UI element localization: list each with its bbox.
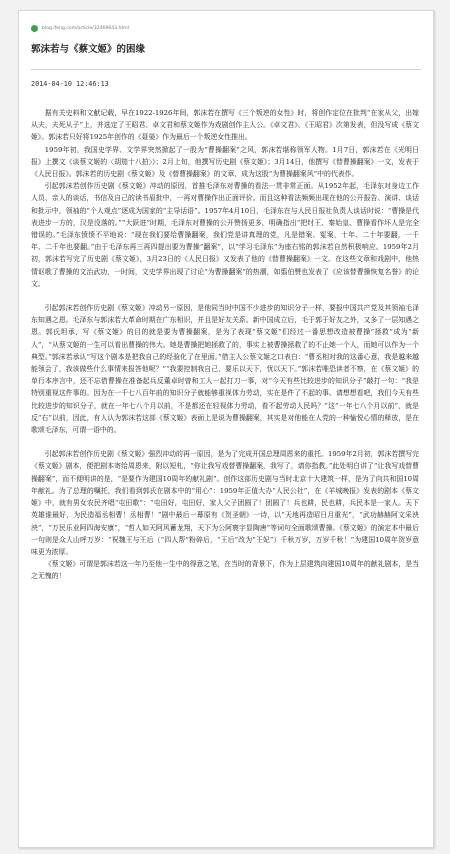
title-divider (31, 69, 421, 70)
paragraph-3: 引起郭沫若创作历史剧《蔡文姬》冲动的原因，首推毛泽东对曹操的看法一贯非常正面。从1952年起，毛泽东对身边工作人员、亲人的谈话，书信及自己的读书眉批中，一再对曹操作出正面评价。而且这种看法频频出现在他的公开报告、演讲、谈话和批示中，领袖的“个人观点”逐成为国家的“主导话语”。1957年4月10日，毛泽东在与人民日报社负责人谈话时说：“曹操是代表进步一方的，汉是没落的。”“大跃进”时期，毛泽东对曹操的公开赞扬更多，明确指出“把纣王、秦始皇、曹操看作坏人是完全错误的。”毛泽东愤愤不平地说：“现在我们要给曹操翻案，我们党是讲真理的党，凡是错案、冤案，十年、二十年要翻，一千年、二千年也要翻。”由于毛泽东再三再四提出要为曹操“翻案”，以“学习毛泽东”为座右铭的郭沫若自然积极响应。1959年2月初，郭沫若写完了历史剧《蔡文姬》，3月23日的《人民日报》又发表了他的《替曹操翻案》一文。在这些文章和戏剧中，他热情讴歌了曹操的文治武功，一时间，文史学界出现了讨论“为曹操翻案”的热潮，如翦伯赞也发表了《应该替曹操恢复名誉》的论文。 (31, 182, 419, 288)
paragraph-4: 引起郭沫若创作历史剧《蔡文姬》冲动另一原因，是他同当时中国不少进步的知识分子一样，要报中国共产党及其领袖毛泽东知遇之恩。毛泽东与郭沫若大革命时期在广东相识，并且是好友关系。新中国成立后，毛于郭于好友之外，又多了一层知遇之恩。郭氏坦承，写《蔡文姬》的目的就是要为曹操翻案，是为了表现“蔡文姬”们经过一番思想改造被曹操“拯救”成为“新人”，“从蔡文姬的一生可以看出曹操的伟大。她是曹操把她拯救了的，事实上被曹操拯救了的不止她一个人，而她可以作为一个典型。”郭沫若承认“写这个剧本是把我自己的经验化了在里面。”借主人公蔡文姬之口表白：“曹丞相对我的这番心意，我是越来越能领会了，我该做些什么事情来报答他呢？”“我要控制我自己，要乐以天下，忧以天下。”郭沫若唯恐读者不察，在《蔡文姬》的单行本序言中，还不忘借曹操在准备起兵反董卓时曾和工人一起打刀一事，对“今天有些比较进步的知识分子”敲打一句：“我是特别重视这件事的。因为在一千七八百年前的知识分子就能够重视体力劳动，实在是件了不起的事。请想想看吧，我们今天有些比较进步的知识分子，就在一年七八个月以前，不是都还在轻视体力劳动，看不起劳动人民吗？”这“一年七八个月以前”，就是反“右”以前，因此，有人认为郭沫若这部《蔡文姬》表面上是说为曹操翻案，其实是对他能在人党的一种愉悦心情的释放，是在歌颂毛泽东，可谓一语中的。 (31, 304, 419, 435)
site-favicon-icon (31, 25, 38, 32)
paragraph-1: 据有关史料和文献记载，早在1922-1926年间，郭沫若在撰写《三个叛逆的女性》时，将创作定位在批判“在家从父，出嫁从夫，夫死从子”上，并选定了王昭君、卓文君和蔡文姬作为戏剧创作主人公。《卓文君》、《王昭君》次第发表，但没写成《蔡文姬》。郭沫若只好将1925年创作的《聂嫈》作为最后一个叛逆女性推出。 (31, 109, 419, 142)
source-url[interactable]: blog.ifeng.com/article/32469643.html (42, 26, 130, 31)
article-page (18, 10, 434, 848)
article-timestamp: 2014-04-10 12:46:13 (31, 80, 109, 88)
paragraph-2: 1959年初，我国史学界、文学界突然掀起了一股为“曹操翻案”之风，郭沫若堪称领军人物。1月7日，郭沫若在《光明日报》上撰文《谈蔡文姬的〈胡笳十八拍〉》；2月上旬，他撰写历史剧《蔡文姬》；3月14日，他撰写《替曹操翻案》一文，发表于《人民日报》。郭沫若的历史剧《蔡文姬》及《替曹操翻案》的文章，成为这股“为曹操翻案风”中的代表作。 (31, 145, 419, 179)
paragraph-6: 《蔡文姬》可谓是郭沫若这一年乃至他一生中的得意之笔，在当时的背景下，作为上层建筑向建国10周年的献礼剧本，是当之无愧的！ (31, 560, 419, 581)
article-title: 郭沫若与《蔡文姬》的困缘 (31, 44, 146, 55)
paragraph-5: 引起郭沫若创作历史剧《蔡文姬》强烈冲动的再一原因，是为了完成开国总理周恩来的重托。1959年2月初，郭沫若撰写完《蔡文姬》剧本，便把剧本寄给周恩来，附以短札，“你让我写戏替曹操翻案，我写了，请你指教。”此处明白讲了“让我写戏替曹操翻案”，而不便明讲的是，“是要作为建国10周年的献礼剧”。创作这部历史剧与当时北京十大建筑一样，是为了向共和国10周年献礼。为了总理的嘱托，我们看到郭氏在剧本中的“用心”：1959年正值大办“人民公社”，在《羊城晚报》发表的剧本《蔡文姬》中，就有男女农民齐唱“屯田歌”：“屯田好，屯田好，家人父子团圆了！团圆了！兵也耕，民也耕，兵民本是一家人。天下英雄谁最好，为民造福丞相曹！丞相曹！”剧中最后一幕原有《贺圣朝》一诗，以“天地再造昭日月重光”，“武功赫赫阿文采泱泱”，“万民乐业阿四海安康”，“哲人如天阿风蓄龙翔，天下为公阿寰宇显陶唐”等词句全面歌颂曹操。《蔡文姬》的演定本中最后一句则是众人山呼万岁：“祝魏王与王后（“四人帮”粉碎后，“王后”改为“王妃”）千秋万岁，万岁千秋！”为建国10周年贺岁意味更为浓厚。 (31, 450, 419, 556)
article-body (31, 107, 419, 583)
source-url-bar (31, 25, 129, 32)
